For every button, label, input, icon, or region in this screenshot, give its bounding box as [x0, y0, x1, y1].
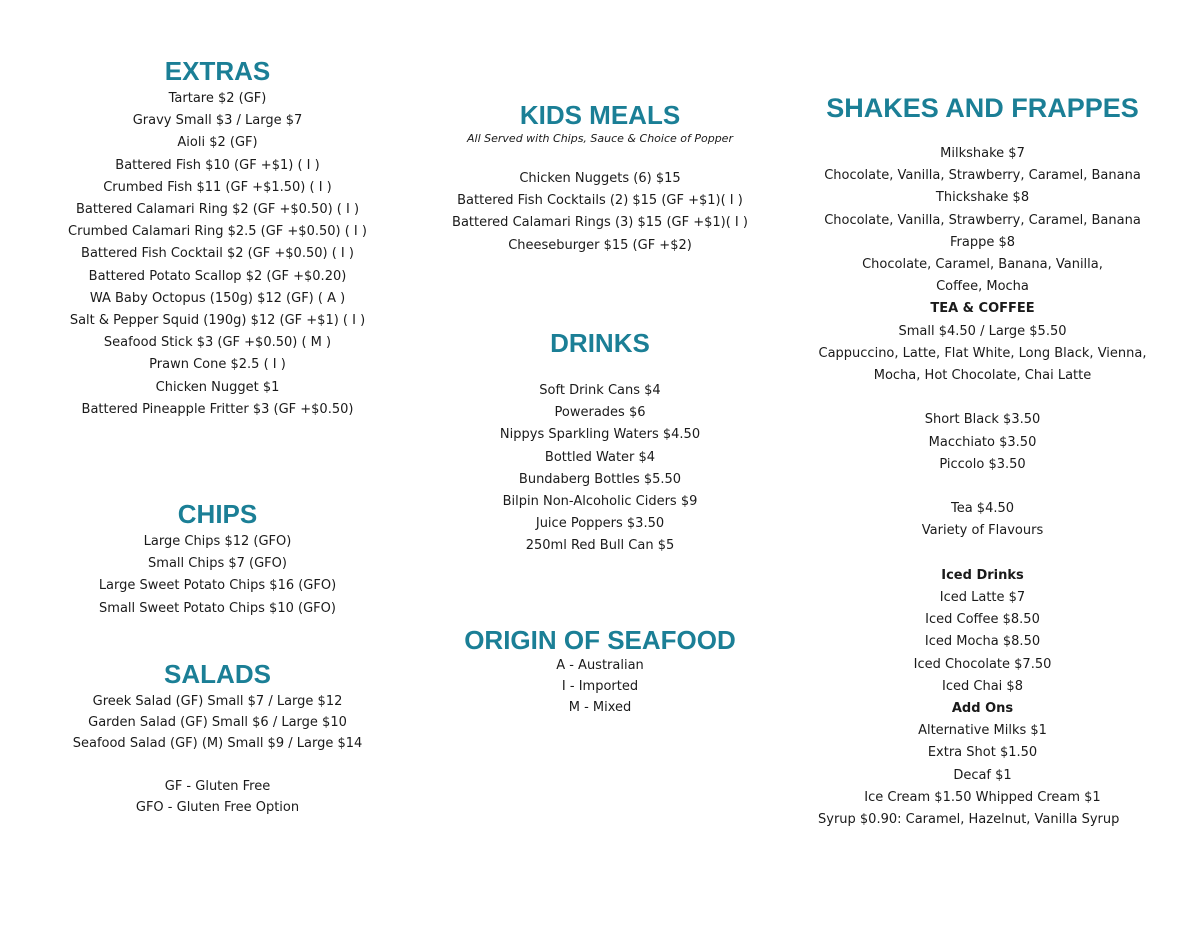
- kids-meals-list: [440, 168, 760, 257]
- shakes-list: [805, 143, 1160, 831]
- menu-item: Battered Fish Cocktails (2) $15 (GF +$1)( I ): [457, 193, 743, 209]
- menu-item: Small Sweet Potato Chips $10 (GFO): [99, 600, 336, 616]
- menu-item: WA Baby Octopus (150g) $12 (GF) ( A ): [89, 290, 346, 306]
- origin-section: [440, 625, 760, 718]
- origin-item: I - Imported: [561, 679, 639, 694]
- menu-item: Macchiato $3.50: [928, 434, 1037, 450]
- menu-item: Extra Shot $1.50: [927, 745, 1038, 761]
- menu-item: Variety of Flavours: [921, 523, 1044, 539]
- menu-item: Iced Chai $8: [942, 678, 1023, 694]
- drinks-list: [440, 380, 760, 558]
- chips-title: CHIPS: [177, 499, 258, 529]
- extras-title: EXTRAS: [164, 56, 271, 86]
- menu-item: Small $4.50 / Large $5.50: [898, 323, 1067, 339]
- menu-item: Battered Calamari Ring $2 (GF +$0.50) ( I ): [75, 202, 360, 218]
- origin-item: A - Australian: [556, 658, 644, 673]
- chips-section: [60, 499, 375, 620]
- menu-item: Piccolo $3.50: [939, 456, 1026, 472]
- menu-item: Thickshake $8: [935, 190, 1030, 206]
- salads-list: [60, 691, 375, 818]
- menu-item: Seafood Salad (GF) (M) Small $9 / Large $14: [72, 736, 363, 751]
- shakes-section: [805, 93, 1160, 831]
- extras-list: [60, 88, 375, 421]
- menu-item: Nippys Sparkling Waters $4.50: [499, 427, 701, 443]
- menu-item: Mocha, Hot Chocolate, Chai Latte: [873, 368, 1092, 384]
- menu-item: Battered Potato Scallop $2 (GF +$0.20): [88, 268, 347, 284]
- add-ons-heading: Add Ons: [951, 701, 1014, 717]
- menu-item: Seafood Stick $3 (GF +$0.50) ( M ): [103, 335, 332, 351]
- kids-meals-subtitle: All Served with Chips, Sauce & Choice of Popper: [467, 132, 733, 145]
- legend-item: GF - Gluten Free: [164, 779, 271, 795]
- menu-item: Chocolate, Caramel, Banana, Vanilla,: [862, 257, 1103, 273]
- menu-item: Powerades $6: [554, 405, 646, 421]
- menu-item: Iced Mocha $8.50: [924, 634, 1041, 650]
- salads-section: [60, 659, 375, 818]
- menu-item: Frappe $8: [949, 234, 1016, 250]
- menu-item: Iced Coffee $8.50: [925, 612, 1040, 628]
- menu-item: Short Black $3.50: [924, 412, 1041, 428]
- menu-item: 250ml Red Bull Can $5: [525, 538, 675, 554]
- iced-drinks-heading: Iced Drinks: [941, 567, 1024, 583]
- menu-item: Decaf $1: [953, 767, 1012, 783]
- menu-item: Tartare $2 (GF): [168, 91, 267, 106]
- menu-item: Battered Calamari Rings (3) $15 (GF +$1)( I ): [452, 215, 748, 231]
- menu-item: Battered Fish $10 (GF +$1) ( I ): [115, 157, 320, 173]
- menu-item: Juice Poppers $3.50: [535, 516, 665, 532]
- menu-item: Gravy Small $3 / Large $7: [132, 113, 303, 129]
- menu-item: Iced Chocolate $7.50: [913, 656, 1052, 672]
- menu-item: Chicken Nugget $1: [155, 379, 280, 395]
- menu-item: Cappuccino, Latte, Flat White, Long Black, Vienna,: [818, 345, 1147, 361]
- menu-item: Bilpin Non-Alcoholic Ciders $9: [502, 494, 698, 510]
- spacer: [60, 754, 375, 776]
- spacer: [805, 476, 1160, 498]
- origin-title: ORIGIN OF SEAFOOD: [464, 625, 736, 655]
- menu-item: Large Chips $12 (GFO): [143, 534, 292, 549]
- menu-item: Chocolate, Vanilla, Strawberry, Caramel, Banana: [824, 212, 1141, 228]
- menu-item: Milkshake $7: [940, 146, 1025, 161]
- chips-list: [60, 531, 375, 620]
- menu-item: Small Chips $7 (GFO): [148, 556, 287, 572]
- menu-item: Battered Fish Cocktail $2 (GF +$0.50) ( I ): [81, 246, 354, 262]
- menu-item: Iced Latte $7: [939, 590, 1026, 606]
- menu-item: Cheeseburger $15 (GF +$2): [508, 237, 692, 253]
- menu-item: Chocolate, Vanilla, Strawberry, Caramel, Banana: [824, 168, 1141, 184]
- menu-item: Prawn Cone $2.5 ( I ): [149, 357, 286, 373]
- menu-item: Syrup $0.90: Caramel, Hazelnut, Vanilla Syrup: [818, 812, 1120, 828]
- menu-item: Salt & Pepper Squid (190g) $12 (GF +$1) ( I ): [69, 313, 366, 329]
- kids-meals-title: KIDS MEALS: [519, 100, 681, 130]
- kids-meals-section: [440, 100, 760, 257]
- legend-item: GFO - Gluten Free Option: [135, 800, 300, 816]
- menu-item: Battered Pineapple Fritter $3 (GF +$0.50): [81, 401, 354, 417]
- extras-section: [60, 56, 375, 421]
- salads-title: SALADS: [164, 659, 271, 689]
- spacer: [805, 543, 1160, 565]
- menu-item: Chicken Nuggets (6) $15: [519, 171, 681, 186]
- menu-item: Aioli $2 (GF): [177, 135, 258, 151]
- menu-item: Crumbed Calamari Ring $2.5 (GF +$0.50) ( I ): [68, 224, 367, 240]
- menu-item: Bottled Water $4: [544, 449, 656, 465]
- origin-item: M - Mixed: [568, 700, 632, 715]
- menu-item: Tea $4.50: [950, 501, 1015, 517]
- menu-item: Bundaberg Bottles $5.50: [518, 471, 682, 487]
- drinks-title: DRINKS: [550, 328, 650, 358]
- menu-item: Ice Cream $1.50 Whipped Cream $1: [864, 789, 1101, 805]
- shakes-title: SHAKES AND FRAPPES: [826, 93, 1139, 123]
- tea-coffee-heading: TEA & COFFEE: [930, 301, 1035, 317]
- menu-item: Alternative Milks $1: [918, 723, 1047, 739]
- menu-item: Crumbed Fish $11 (GF +$1.50) ( I ): [103, 179, 332, 195]
- menu-item: Greek Salad (GF) Small $7 / Large $12: [92, 694, 343, 709]
- spacer: [805, 387, 1160, 409]
- drinks-section: [440, 328, 760, 558]
- menu-item: Garden Salad (GF) Small $6 / Large $10: [88, 715, 347, 730]
- menu-item: Coffee, Mocha: [936, 279, 1029, 295]
- menu-item: Large Sweet Potato Chips $16 (GFO): [98, 578, 337, 594]
- menu-item: Soft Drink Cans $4: [539, 383, 661, 398]
- origin-list: [440, 655, 760, 718]
